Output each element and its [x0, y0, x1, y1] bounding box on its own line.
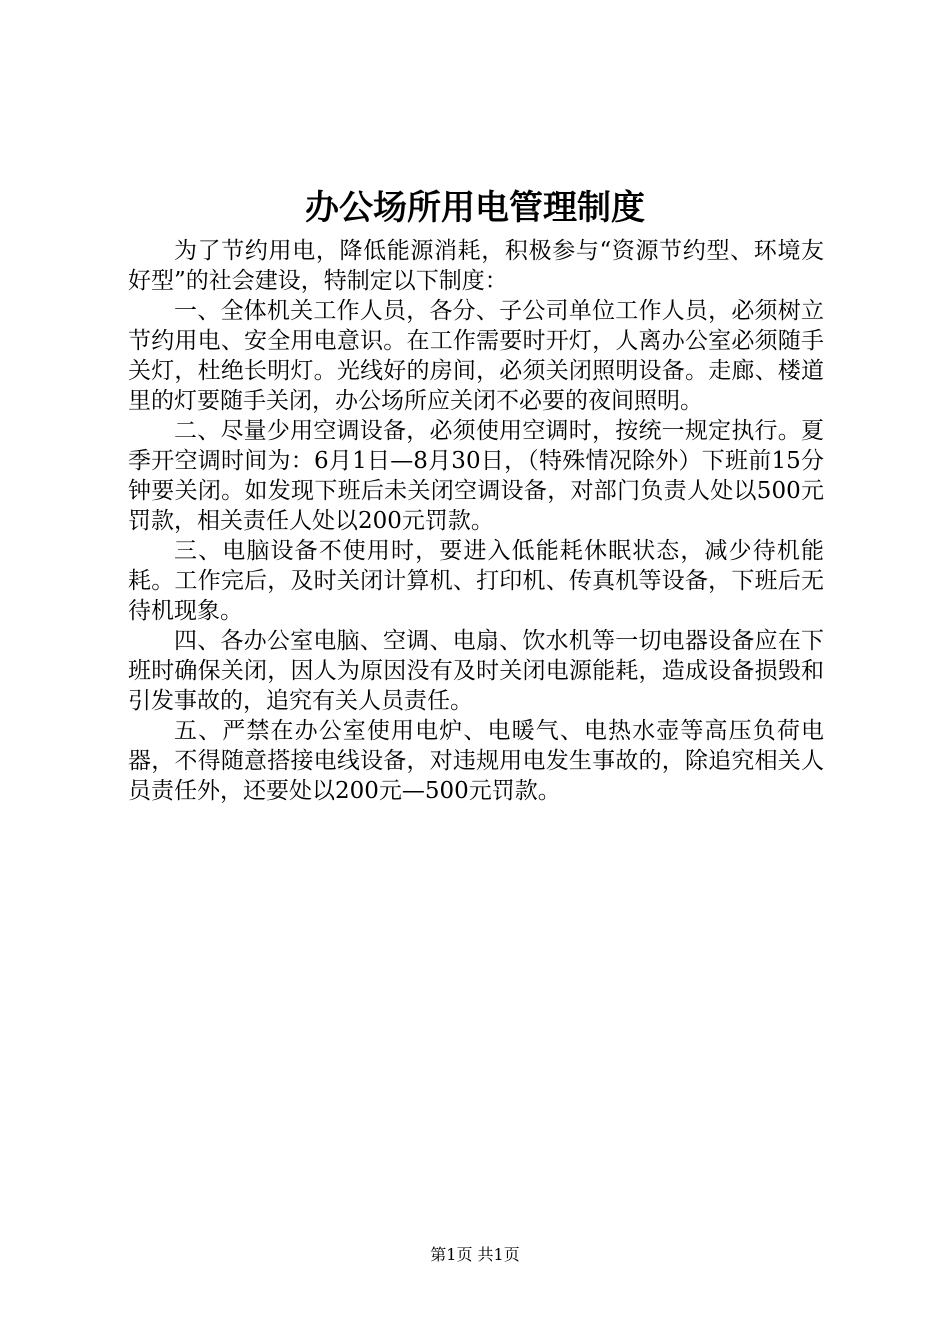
paragraph-rule-4: 四、各办公室电脑、空调、电扇、饮水机等一切电器设备应在下班时确保关闭，因人为原因没有及时关闭电源能耗，造成设备损毁和引发事故的，追究有关人员责任。	[128, 628, 824, 714]
document-title: 办公场所用电管理制度	[305, 188, 645, 228]
document-body	[128, 236, 824, 806]
paragraph-rule-5: 五、严禁在办公室使用电炉、电暖气、电热水壶等高压负荷电器，不得随意搭接电线设备，对违规用电发生事故的，除追究相关人员责任外，还要处以200元—500元罚款。	[128, 718, 824, 804]
page-footer: 第1页 共1页	[430, 1245, 520, 1264]
paragraph-rule-3: 三、电脑设备不使用时，要进入低能耗休眠状态，减少待机能耗。工作完后，及时关闭计算机、打印机、传真机等设备，下班后无待机现象。	[128, 538, 824, 624]
paragraph-intro: 为了节约用电，降低能源消耗，积极参与“资源节约型、环境友好型”的社会建设，特制定以下制度：	[128, 238, 824, 294]
paragraph-rule-1: 一、全体机关工作人员，各分、子公司单位工作人员，必须树立节约用电、安全用电意识。在工作需要时开灯，人离办公室必须随手关灯，杜绝长明灯。光线好的房间，必须关闭照明设备。走廊、楼道里的灯要随手关闭，办公场所应关闭不必要的夜间照明。	[128, 298, 824, 414]
paragraph-rule-2: 二、尽量少用空调设备，必须使用空调时，按统一规定执行。夏季开空调时间为：6月1日—8月30日，（特殊情况除外）下班前15分钟要关闭。如发现下班后未关闭空调设备，对部门负责人处以500元罚款，相关责任人处以200元罚款。	[128, 418, 824, 534]
